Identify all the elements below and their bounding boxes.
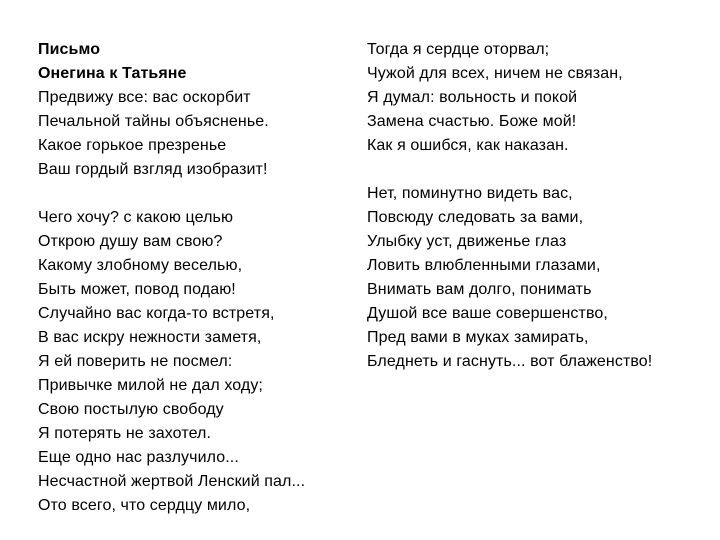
verse-line: Повсюду следовать за вами, <box>367 209 584 226</box>
right-stanza-1 <box>367 38 707 158</box>
poem-right-column <box>367 38 707 374</box>
verse-line: Какому злобному веселью, <box>38 257 243 274</box>
verse-line: Душой все ваше совершенство, <box>367 305 608 322</box>
verse-line: Быть может, повод подаю! <box>38 281 236 298</box>
verse-line: Чужой для всех, ничем не связан, <box>367 65 623 82</box>
poem-title-line-1: Письмо <box>38 41 101 58</box>
verse-line: Тогда я сердце оторвал; <box>367 41 550 58</box>
poem-left-column <box>38 38 358 518</box>
verse-line: Внимать вам долго, понимать <box>367 281 592 298</box>
verse-line: Я ей поверить не посмел: <box>38 353 233 370</box>
verse-line: Я думал: вольность и покой <box>367 89 578 106</box>
verse-line: Несчастной жертвой Ленский пал... <box>38 473 306 490</box>
left-stanza-2 <box>38 206 358 518</box>
verse-line: Какое горькое презренье <box>38 137 227 154</box>
verse-line: Привычке милой не дал ходу; <box>38 377 263 394</box>
verse-line: Нет, поминутно видеть вас, <box>367 185 573 202</box>
right-stanza-2 <box>367 182 707 374</box>
verse-line: Ваш гордый взгляд изобразит! <box>38 161 268 178</box>
verse-line: Улыбку уст, движенье глаз <box>367 233 567 250</box>
verse-line: Открою душу вам свою? <box>38 233 223 250</box>
verse-line: Я потерять не захотел. <box>38 425 212 442</box>
verse-line: Случайно вас когда-то встретя, <box>38 305 275 322</box>
poem-title-line-2: Онегина к Татьяне <box>38 65 187 82</box>
left-stanza-1 <box>38 86 358 182</box>
verse-line: Ловить влюбленными глазами, <box>367 257 601 274</box>
verse-line: Свою постылую свободу <box>38 401 224 418</box>
verse-line: В вас искру нежности заметя, <box>38 329 262 346</box>
stanza-gap <box>38 182 358 206</box>
verse-line: Как я ошибся, как наказан. <box>367 137 569 154</box>
verse-line: Предвижу все: вас оскорбит <box>38 89 251 106</box>
verse-line: Печальной тайны объясненье. <box>38 113 269 130</box>
verse-line: Пред вами в муках замирать, <box>367 329 589 346</box>
verse-line: Еще одно нас разлучило... <box>38 449 239 466</box>
verse-line: Бледнеть и гаснуть... вот блаженство! <box>367 353 653 370</box>
verse-line: Чего хочу? с какою целью <box>38 209 234 226</box>
verse-line: Ото всего, что сердцу мило, <box>38 497 251 514</box>
verse-line: Замена счастью. Боже мой! <box>367 113 577 130</box>
stanza-gap <box>367 158 707 182</box>
